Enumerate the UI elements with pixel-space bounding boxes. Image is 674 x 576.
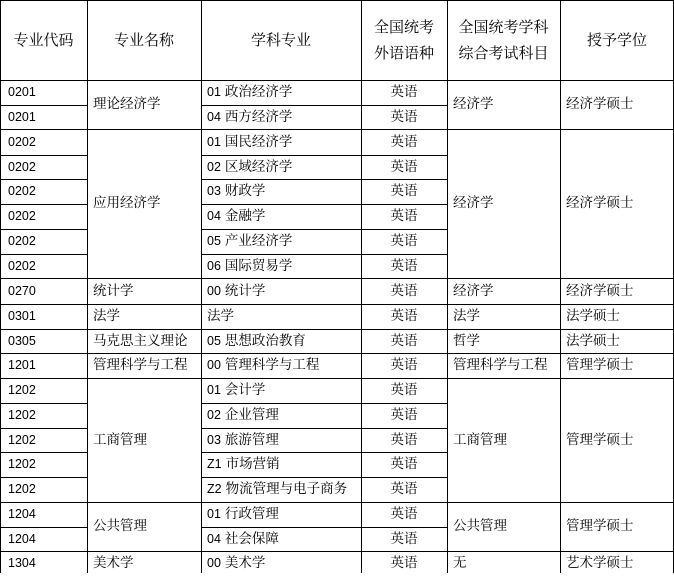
discipline-name: 美术学 [224,555,266,572]
cell-degree: 法学硕士 [566,308,620,325]
cell-language: 英语 [390,233,418,250]
grid-hline [87,278,201,279]
cell-discipline [201,353,361,378]
grid-hline [0,403,87,404]
discipline-name: 旅游管理 [224,431,279,448]
cell-language: 英语 [390,530,418,547]
grid-hline [0,378,87,379]
grid-vline [560,0,561,573]
grid-hline [201,254,447,255]
cell-code: 0305 [8,333,36,348]
grid-hline [201,105,447,106]
cell-language: 英语 [390,108,418,125]
grid-hline [201,527,447,528]
discipline-name: 统计学 [224,282,266,299]
cell-code: 1202 [8,457,36,471]
header-degree: 授予学位 [586,31,647,49]
discipline-number: 01 [207,134,221,149]
grid-hline [0,229,87,230]
cell-discipline [201,527,361,551]
header-major_name: 专业名称 [113,31,174,49]
cell-major-name: 美术学 [93,555,134,572]
cell-degree: 管理学硕士 [566,357,634,374]
grid-hline [87,551,201,552]
grid-hline [0,278,87,279]
discipline-number: 05 [207,234,221,248]
grid-hline [0,527,87,528]
cell-exam-subject: 管理科学与工程 [453,357,548,374]
cell-discipline [201,403,361,428]
discipline-number: 03 [207,432,221,447]
cell-code: 0270 [8,283,36,298]
grid-vline [0,0,1,573]
discipline-number: 03 [207,184,221,198]
discipline-name: 行政管理 [224,506,279,523]
grid-hline [560,278,674,279]
cell-exam-subject: 法学 [453,308,480,325]
cell-language: 英语 [390,158,418,175]
grid-hline [201,129,447,130]
grid-hline [560,502,674,503]
cell-language: 英语 [390,506,418,523]
discipline-number: 04 [207,531,221,546]
grid-hline [201,304,447,305]
grid-hline [0,155,87,156]
cell-discipline [201,179,361,204]
grid-hline [560,551,674,552]
cell-code: 1204 [8,507,36,521]
discipline-name: 法学 [207,308,234,325]
cell-major-name: 马克思主义理论 [93,332,188,349]
discipline-number: 04 [207,209,221,223]
grid-hline [201,179,447,180]
grid-hline [447,551,560,552]
header-language-line: 外语语种 [373,44,434,62]
cell-discipline [201,278,361,304]
discipline-name: 市场营销 [225,456,280,473]
discipline-name: 思想政治教育 [224,332,306,349]
grid-hline [0,105,87,106]
cell-discipline [201,329,361,353]
cell-code: 1202 [8,383,36,397]
grid-hline [201,403,447,404]
cell-major-name: 应用经济学 [93,195,161,212]
discipline-name: 国际贸易学 [224,257,293,274]
cell-major-name: 管理科学与工程 [93,357,188,374]
cell-exam-subject: 经济学 [453,282,494,299]
grid-hline [0,502,87,503]
cell-discipline [201,502,361,527]
discipline-name: 物流管理与电子商务 [225,481,348,498]
cell-discipline [201,129,361,155]
cell-exam-subject: 工商管理 [453,431,507,448]
grid-hline [560,329,674,330]
cell-language: 英语 [390,84,418,101]
cell-language: 英语 [390,481,418,498]
cell-code: 0202 [8,234,36,248]
grid-hline [201,229,447,230]
grid-hline [0,477,87,478]
cell-language: 英语 [390,257,418,274]
discipline-number: 00 [207,358,221,372]
grid-hline [0,204,87,205]
cell-language: 英语 [390,357,418,374]
discipline-number: 01 [207,507,221,521]
discipline-name: 政治经济学 [224,84,293,101]
grid-hline [560,378,674,379]
grid-hline [560,353,674,354]
discipline-name: 金融学 [224,208,266,225]
cell-language: 英语 [390,555,418,572]
grid-hline [447,278,560,279]
grid-vline [447,0,448,573]
header-exam_subject-line: 综合考试科目 [458,44,549,62]
cell-code: 1202 [8,432,36,447]
discipline-number: 00 [207,556,221,570]
cell-code: 0202 [8,159,36,174]
cell-code: 0202 [8,258,36,273]
cell-exam-subject: 公共管理 [453,518,507,535]
grid-hline [0,329,87,330]
discipline-number: 02 [207,408,221,422]
grid-hline [447,329,560,330]
discipline-name: 国民经济学 [224,133,293,150]
discipline-name: 企业管理 [224,407,279,424]
cell-discipline [201,155,361,179]
cell-language: 英语 [390,431,418,448]
cell-code: 1304 [8,556,36,570]
cell-discipline [201,204,361,229]
discipline-number: 01 [207,85,221,99]
cell-code: 0201 [8,109,36,124]
discipline-number: 01 [207,383,221,397]
cell-exam-subject: 经济学 [453,195,494,212]
discipline-number: 00 [207,283,221,298]
header-code: 专业代码 [13,31,74,49]
discipline-number: 05 [207,333,221,348]
grid-vline [87,0,88,573]
grid-hline [447,353,560,354]
discipline-name: 区域经济学 [224,158,293,175]
cell-code: 1202 [8,408,36,422]
cell-discipline [201,551,361,576]
cell-discipline [201,254,361,278]
cell-language: 英语 [390,308,418,325]
grid-hline [201,378,447,379]
grid-hline [0,304,87,305]
cell-exam-subject: 无 [453,555,467,572]
grid-hline [87,129,201,130]
grid-hline [201,428,447,429]
cell-degree: 法学硕士 [566,332,620,349]
cell-discipline [201,477,361,502]
grid-hline [447,129,560,130]
cell-language: 英语 [390,183,418,200]
cell-discipline [201,452,361,477]
cell-major-name: 法学 [93,308,120,325]
grid-hline-header [0,80,674,81]
grid-hline [201,155,447,156]
grid-hline [201,502,447,503]
discipline-name: 西方经济学 [224,108,293,125]
grid-hline [87,304,201,305]
cell-degree: 管理学硕士 [566,431,634,448]
grid-hline [0,452,87,453]
cell-major-name: 统计学 [93,282,134,299]
grid-vline [201,0,202,573]
grid-hline [447,304,560,305]
cell-language: 英语 [390,382,418,399]
cell-exam-subject: 哲学 [453,332,480,349]
grid-hline [0,129,87,130]
discipline-name: 产业经济学 [224,233,293,250]
grid-hline [201,204,447,205]
cell-discipline [201,378,361,403]
cell-discipline [201,304,361,329]
grid-hline [87,378,201,379]
grid-hline [201,452,447,453]
cell-code: 0202 [8,134,36,149]
grid-hline [0,179,87,180]
grid-hline [201,353,447,354]
discipline-number: Z2 [207,482,222,496]
discipline-name: 社会保障 [224,530,279,547]
grid-hline-top [0,0,674,1]
cell-degree: 管理学硕士 [566,518,634,535]
header-exam_subject [447,0,560,80]
cell-discipline [201,80,361,105]
cell-major-name: 理论经济学 [93,96,161,113]
discipline-number: 04 [207,109,221,124]
cell-language: 英语 [390,407,418,424]
cell-major-name: 公共管理 [93,518,147,535]
header-language-line: 全国统考 [373,18,434,36]
cell-code: 1202 [8,482,36,496]
discipline-number: 02 [207,159,221,174]
header-discipline: 学科专业 [250,31,311,49]
cell-discipline [201,105,361,129]
grid-hline [447,378,560,379]
cell-discipline [201,428,361,452]
cell-code: 0201 [8,85,36,99]
grid-hline [0,254,87,255]
grid-hline [447,502,560,503]
cell-exam-subject: 经济学 [453,96,494,113]
grid-hline [201,551,447,552]
discipline-name: 会计学 [224,382,266,399]
cell-code: 1204 [8,531,36,546]
cell-code: 0202 [8,184,36,198]
header-language [361,0,447,80]
cell-language: 英语 [390,282,418,299]
cell-major-name: 工商管理 [93,431,147,448]
cell-degree: 经济学硕士 [566,195,634,212]
cell-code: 0202 [8,209,36,223]
grid-hline [201,278,447,279]
cell-degree: 经济学硕士 [566,96,634,113]
grid-hline [201,477,447,478]
grid-hline [560,304,674,305]
cell-language: 英语 [390,208,418,225]
grid-hline [560,129,674,130]
discipline-number: Z1 [207,457,222,471]
grid-hline [0,428,87,429]
grid-hline [87,502,201,503]
cell-degree: 经济学硕士 [566,282,634,299]
discipline-name: 管理科学与工程 [224,357,320,374]
discipline-number: 06 [207,258,221,273]
cell-language: 英语 [390,332,418,349]
grid-hline [0,551,87,552]
grid-hline [87,329,201,330]
cell-degree: 艺术学硕士 [566,555,634,572]
cell-code: 0301 [8,309,36,323]
cell-code: 1201 [8,358,36,372]
cell-language: 英语 [390,456,418,473]
header-exam_subject-line: 全国统考学科 [458,18,549,36]
discipline-name: 财政学 [224,183,266,200]
grid-hline [87,353,201,354]
cell-discipline [201,229,361,254]
cell-language: 英语 [390,133,418,150]
grid-hline [201,329,447,330]
grid-vline [361,0,362,573]
grid-hline [0,353,87,354]
